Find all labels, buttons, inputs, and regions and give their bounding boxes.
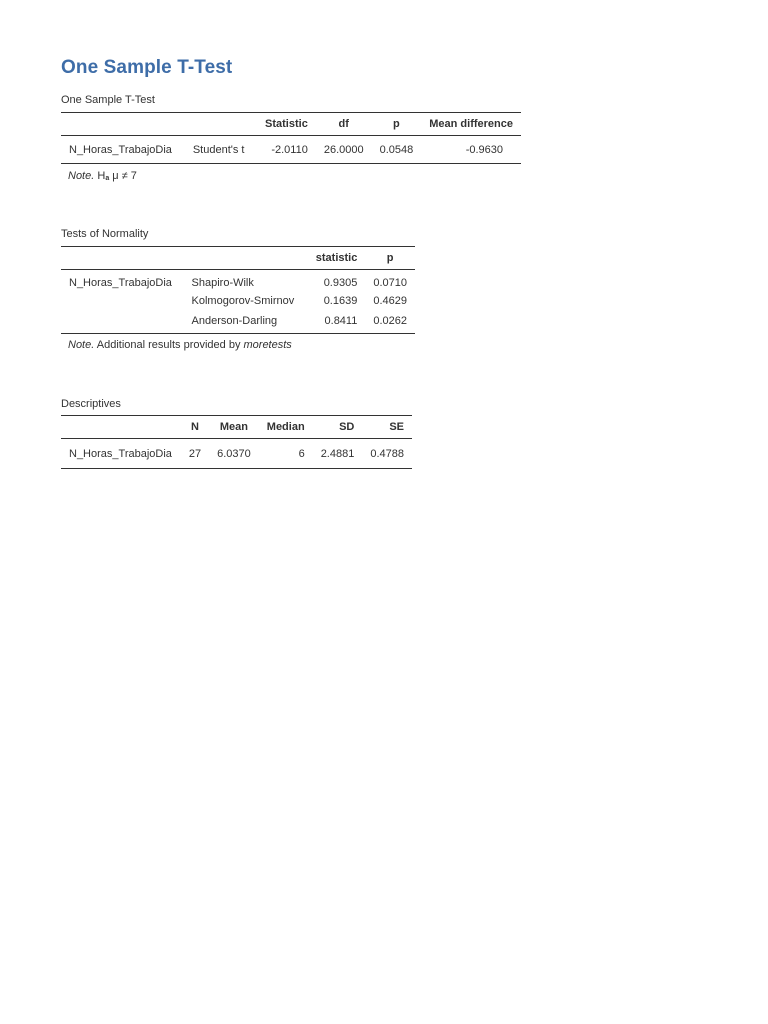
- descriptives-header-blank: [61, 416, 181, 439]
- ttest-header-mean-difference: Mean difference: [421, 113, 521, 136]
- normality-row: [61, 270, 415, 292]
- descriptives-header-sd: SD: [313, 416, 363, 439]
- normality-header-statistic: statistic: [308, 247, 366, 270]
- normality-p: 0.0710: [373, 276, 407, 289]
- descriptives-median: 6: [259, 439, 313, 469]
- normality-row: [61, 310, 415, 334]
- ttest-row: [61, 136, 521, 164]
- normality-variable-blank: [61, 310, 184, 334]
- page-title: One Sample T-Test: [61, 57, 233, 78]
- normality-table: [61, 246, 415, 334]
- ttest-statistic: -2.0110: [257, 136, 316, 164]
- normality-statistic: 0.1639: [323, 294, 358, 307]
- normality-test-name: Kolmogorov-Smirnov: [191, 294, 295, 307]
- normality-note-label: Note.: [68, 339, 95, 351]
- descriptives-header-n: N: [181, 416, 209, 439]
- descriptives-se: 0.4788: [362, 439, 412, 469]
- normality-p: 0.0262: [365, 310, 415, 334]
- normality-test-name: Anderson-Darling: [184, 310, 308, 334]
- ttest-note-h: H: [97, 170, 106, 182]
- descriptives-caption: Descriptives: [61, 398, 121, 410]
- ttest-header-row: [61, 113, 521, 136]
- ttest-df: 26.0000: [316, 136, 372, 164]
- ttest-note-hypothesis: μ ≠ 7: [109, 170, 137, 182]
- normality-statistic: 0.8411: [308, 310, 366, 334]
- ttest-header-blank-1: [61, 113, 185, 136]
- normality-note-module: moretests: [243, 339, 292, 351]
- descriptives-n: 27: [181, 439, 209, 469]
- normality-note: [68, 339, 292, 351]
- ttest-note: [68, 170, 137, 182]
- normality-variable-blank: [61, 292, 184, 310]
- descriptives-header-mean: Mean: [209, 416, 259, 439]
- ttest-test-name: Student's t: [185, 136, 257, 164]
- descriptives-header-row: [61, 416, 412, 439]
- normality-variable: N_Horas_TrabajoDia: [69, 276, 172, 289]
- normality-statistic: 0.9305: [323, 276, 358, 289]
- ttest-mean-difference: -0.9630: [421, 136, 521, 164]
- normality-header-p: p: [365, 247, 415, 270]
- ttest-header-p: p: [372, 113, 422, 136]
- ttest-caption: One Sample T-Test: [61, 94, 155, 106]
- ttest-note-sub: a: [105, 175, 110, 182]
- ttest-variable: N_Horas_TrabajoDia: [61, 136, 185, 164]
- descriptives-variable: N_Horas_TrabajoDia: [61, 439, 181, 469]
- descriptives-row: [61, 439, 412, 469]
- normality-test-name: Shapiro-Wilk: [191, 276, 254, 289]
- descriptives-header-se: SE: [362, 416, 412, 439]
- descriptives-sd: 2.4881: [313, 439, 363, 469]
- ttest-header-blank-2: [185, 113, 257, 136]
- normality-p: 0.4629: [373, 294, 407, 307]
- descriptives-mean: 6.0370: [209, 439, 259, 469]
- ttest-p: 0.0548: [372, 136, 422, 164]
- normality-header-blank-1: [61, 247, 184, 270]
- normality-header-row: [61, 247, 415, 270]
- ttest-header-df: df: [316, 113, 372, 136]
- descriptives-table: [61, 415, 412, 469]
- descriptives-header-median: Median: [259, 416, 313, 439]
- ttest-table: [61, 112, 521, 164]
- ttest-header-statistic: Statistic: [257, 113, 316, 136]
- normality-note-text: Additional results provided by: [94, 339, 244, 351]
- normality-row: [61, 292, 415, 310]
- normality-caption: Tests of Normality: [61, 228, 149, 240]
- ttest-note-label: Note.: [68, 170, 95, 182]
- normality-header-blank-2: [184, 247, 308, 270]
